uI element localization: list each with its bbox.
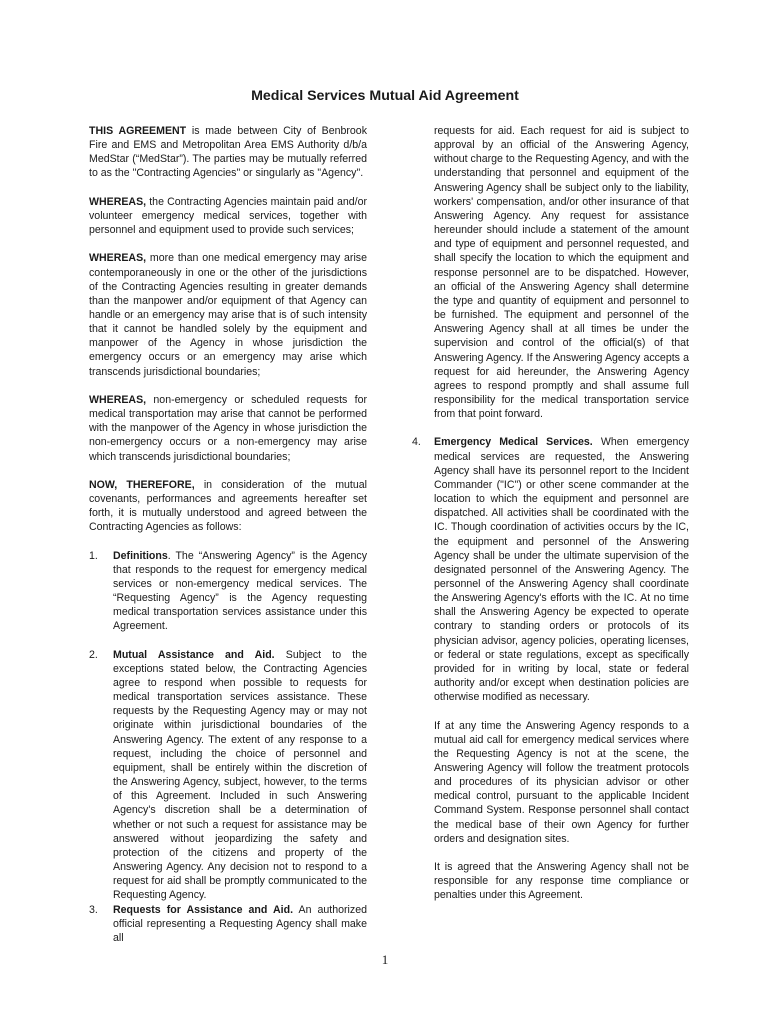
section-text: . The “Answering Agency” is the Agency that responds to the request for emergency medical services or non-emergency medical services. The “Requesting Agency” is the Agency requesting medical transportation services assistance under this Agreement. — [113, 549, 367, 633]
section-number: 2. — [89, 648, 98, 661]
section-3-continuation: requests for aid. Each request for aid is subject to approval by an official of the Answering Agency, without charge to the Requesting Agency, and with the understanding that personnel and equipment of the Answering Agency shall be subject only to the liability, workers' compensation, and/or other insurance of that Answering Agency. Any request for assistance hereunder should include a statement of the amount and type of equipment and personnel requested, and shall specify the location to which the equipment and response personnel are to be dispatched. However, an official of the Answering Agency shall determine the type and quantity of equipment and personnel to be furnished. The equipment and personnel of the Answering Agency shall at all times be under the supervision and control of the official(s) of that Answering Agency. If the Answering Agency accepts a request for aid hereunder, the Answering Agency agrees to respond promptly and shall assume full responsibility for the medical transportation service from that point forward. — [434, 125, 689, 421]
section-number: 3. — [89, 903, 98, 916]
whereas-text-3: non-emergency or scheduled requests for medical transportation may arise that cannot be performed with the manpower of the Agency in whose jurisdiction the non-emergency occurs or a non-emergency may arise which transcends jurisdictional boundaries; — [89, 393, 367, 463]
section-text: Subject to the exceptions stated below, the Contracting Agencies agree to respond when possible to requests for medical transportation services assistance. These requests by the Requesting Agency may or may not originate within jurisdictional boundaries of the Answering Agency. The extent of any response to a request, including the choice of personnel and equipment, shall be entirely within the discretion of the Answering Agency, subject, however, to the terms of this Agreement. Included in such Answering Agency's discretion shall be a determination of whether or not such a request for assistance may be answered without jeopardizing the safety and protection of the citizens and property of the Answering Agency. Any decision not to respond to a request for aid shall be promptly communicated to the Requesting Agency. — [113, 648, 367, 902]
section-heading: Definitions — [113, 549, 168, 562]
right-column — [412, 124, 689, 917]
section-4-emergency-medical-services — [412, 435, 689, 704]
response-time-paragraph: It is agreed that the Answering Agency shall not be responsible for any response time compliance or penalties under this Agreement. — [434, 861, 689, 902]
section-heading: Mutual Assistance and Aid. — [113, 648, 275, 661]
intro-paragraph — [89, 124, 367, 181]
whereas-paragraph-3 — [89, 393, 367, 464]
section-number: 1. — [89, 549, 98, 562]
whereas-paragraph-2 — [89, 251, 367, 378]
whereas-paragraph-1 — [89, 195, 367, 237]
section-number: 4. — [412, 436, 421, 449]
section-3-requests — [89, 903, 367, 945]
treatment-protocols-paragraph: If at any time the Answering Agency responds to a mutual aid call for emergency medical services where the Requesting Agency is not at the scene, the Answering Agency will follow the treatment protocols and procedures of its physician advisor or other medical control, pursuant to the applicable Incident Command System. Response personnel shall contact the medical base of their own Agency for further orders and designation sites. — [434, 719, 689, 845]
section-heading: Requests for Assistance and Aid. — [113, 903, 294, 916]
section-2-mutual-assistance — [89, 648, 367, 903]
now-therefore-lead: NOW, THEREFORE, — [89, 478, 195, 491]
document-title: Medical Services Mutual Aid Agreement — [251, 88, 519, 104]
left-column — [89, 124, 367, 945]
intro-lead: THIS AGREEMENT — [89, 125, 187, 137]
section-heading: Emergency Medical Services. — [434, 436, 593, 449]
now-therefore-paragraph — [89, 478, 367, 535]
section-text: An authorized official representing a Requesting Agency shall make all — [113, 903, 367, 944]
whereas-text-2: more than one medical emergency may arise contemporaneously in one or the other of the jurisdictions of the Contracting Agencies resulting in greater demands than the manpower and/or equipment of that Agency can handle or an emergency may arise that is of such intensity that it cannot be handled solely by the equipment and manpower of the Agency in whose jurisdiction the emergency occurs or an emergency may arise which transcends jurisdictional boundaries; — [89, 252, 367, 378]
whereas-lead-1: WHEREAS, — [89, 195, 147, 208]
section-text: When emergency medical services are requested, the Answering Agency shall have its personnel report to the Incident Commander ("IC") or other scene commander at the location to which the equipment and personnel are dispatched. All activities shall be coordinated with the IC. Though coordination of activities occurs by the IC, the equipment and personnel of the Answering Agency shall be under the ultimate supervision of the designated personnel of the Answering Agency. The personnel of the Answering Agency shall coordinate the Answering Agency's efforts with the IC. At no time shall the Answering Agency be expected to operate contrary to standing orders or protocols of its physician advisor, agency policies, operating licenses, or federal or state regulations, except as specifically provided for in writing by local, state or federal authority and/or except when destination policies are otherwise modified as necessary. — [434, 436, 689, 704]
whereas-lead-2: WHEREAS, — [89, 252, 147, 265]
whereas-text-1: the Contracting Agencies maintain paid and/or volunteer emergency medical services, together with personnel and equipment used to provide such services; — [89, 195, 367, 237]
page-number: 1 — [381, 952, 389, 967]
whereas-lead-3: WHEREAS, — [89, 393, 147, 406]
now-therefore-text: in consideration of the mutual covenants, performances and agreements hereafter set forth, it is mutually understood and agreed between the Contracting Agencies as follows: — [89, 478, 367, 534]
intro-text: is made between City of Benbrook Fire and EMS and Metropolitan Area EMS Authority d/b/a MedStar (“MedStar”). The parties may be mutually referred to as the "Contracting Agencies" or singularly as "Agency". — [89, 125, 367, 180]
section-1-definitions — [89, 549, 367, 634]
